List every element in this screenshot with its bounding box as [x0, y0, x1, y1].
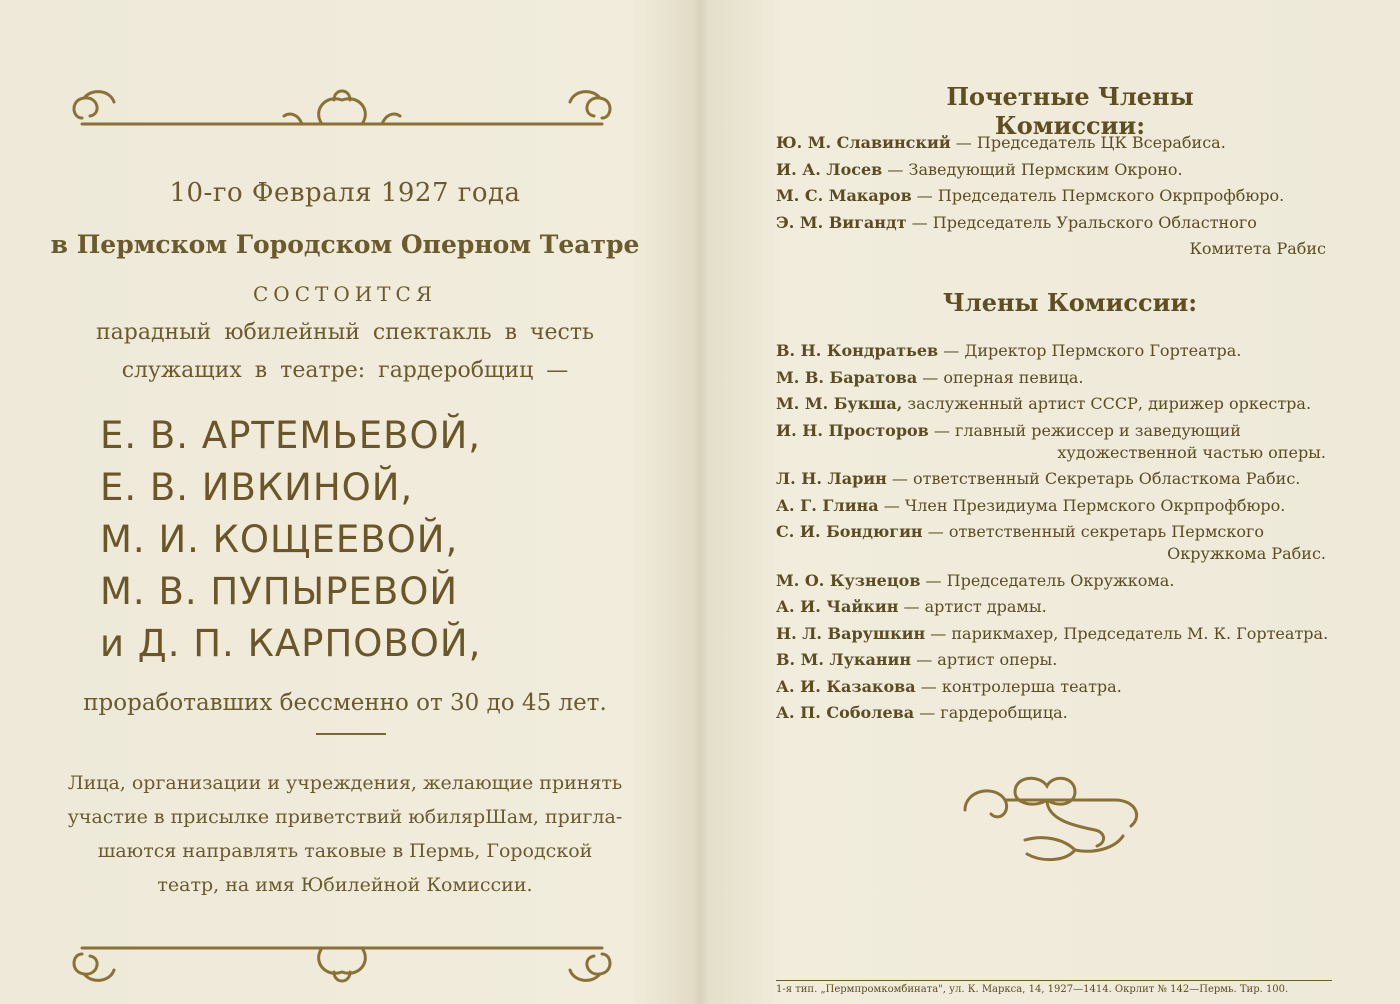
- description-line-2: служащих в театре: гардеробщиц —: [121, 358, 569, 383]
- member-role: — Заведующий Пермским Окроно.: [887, 159, 1183, 179]
- description-line-1: парадный юбилейный спектакль в честь: [95, 320, 595, 345]
- member-name: М. С. Макаров: [776, 186, 912, 205]
- member-role: заслуженный артист СССР, дирижер оркестра.: [907, 394, 1312, 413]
- member-name: В. М. Луканин: [776, 650, 912, 669]
- member-name: Л. Н. Ларин: [776, 469, 887, 488]
- list-item: [776, 391, 1336, 418]
- list-item: [776, 493, 1336, 520]
- top-ornament-icon: [62, 80, 622, 140]
- members-list: [776, 338, 1336, 727]
- invitation-line: Лица, организации и учреждения, желающие принять: [67, 772, 623, 794]
- member-role: — Председатель Окружкома.: [925, 570, 1175, 590]
- member-role: — ответственный Секретарь Областкома Рабис.: [891, 469, 1301, 488]
- right-page: [700, 0, 1400, 1004]
- member-role: — Директор Пермского Гортеатра.: [943, 341, 1242, 360]
- member-role: — Председатель Уральского Областного: [911, 212, 1257, 232]
- member-name: В. Н. Кондратьев: [776, 341, 939, 360]
- invitation-text: [40, 766, 650, 902]
- member-role: — Председатель Пермского Окрпрофбюро.: [916, 186, 1285, 205]
- list-item: [776, 157, 1336, 184]
- members-heading: Члены Комиссии:: [942, 288, 1198, 317]
- event-date: 10-го Февраля 1927 года: [169, 178, 521, 208]
- list-item: [776, 466, 1336, 493]
- list-item: [776, 647, 1336, 674]
- list-item: [776, 183, 1336, 210]
- list-item: [776, 594, 1336, 621]
- member-role: — главный режиссер и заведующий: [933, 420, 1241, 440]
- honoree-names: [100, 410, 600, 670]
- list-item: [776, 621, 1336, 648]
- member-role: — оперная певица.: [922, 367, 1084, 387]
- member-name: И. Н. Просторов: [776, 420, 929, 440]
- list-item: [776, 365, 1336, 392]
- invitation-line: участие в присылке приветствий юбилярШам, пригла-: [67, 806, 623, 828]
- member-role: — Член Президиума Пермского Окрпрофбюро.: [883, 495, 1286, 515]
- member-name: Н. Л. Варушкин: [776, 623, 926, 643]
- role-continuation: Окружкома Рабис.: [1167, 544, 1326, 563]
- footer-rule: [776, 980, 1332, 981]
- member-name: А. И. Казакова: [776, 676, 916, 696]
- honoree-name: М. И. КОЩЕЕВОЙ,: [100, 518, 459, 561]
- member-role: — артист драмы.: [903, 597, 1047, 616]
- honorary-members-list: [776, 130, 1336, 263]
- list-item: [776, 700, 1336, 727]
- invitation-line: театр, на имя Юбилейной Комиссии.: [157, 874, 533, 896]
- honoree-name: Е. В. ИВКИНОЙ,: [100, 466, 414, 509]
- honorary-members-heading: Почетные Члены Комиссии:: [946, 82, 1194, 140]
- member-name: А. Г. Глина: [776, 495, 879, 515]
- left-page: [0, 0, 690, 1004]
- member-name: М. М. Букша,: [776, 394, 903, 413]
- member-name: А. И. Чайкин: [776, 597, 899, 616]
- member-name: Э. М. Вигандт: [776, 212, 907, 232]
- member-name: М. В. Баратова: [776, 367, 918, 387]
- member-role: — ответственный секретарь Пермского: [927, 522, 1265, 541]
- will-take-place: СОСТОИТСЯ: [253, 282, 437, 306]
- honoree-name: Е. В. АРТЕМЬЕВОЙ,: [100, 414, 482, 457]
- honoree-name: и Д. П. КАРПОВОЙ,: [100, 622, 482, 665]
- member-name: И. А. Лосев: [776, 159, 883, 179]
- list-item: [776, 568, 1336, 595]
- honoree-name: М. В. ПУПЫРЕВОЙ: [100, 570, 459, 613]
- list-item: [776, 519, 1336, 541]
- member-name: С. И. Бондюгин: [776, 522, 923, 541]
- years-worked: проработавших бессменно от 30 до 45 лет.: [83, 690, 607, 716]
- flower-ornament-icon: [955, 770, 1155, 870]
- divider: [316, 733, 386, 735]
- member-role: — Председатель ЦК Всерабиса.: [955, 133, 1226, 152]
- role-continuation: художественной частью оперы.: [1057, 442, 1326, 462]
- member-role: — артист оперы.: [916, 650, 1058, 669]
- role-continuation: Комитета Рабис: [1189, 239, 1326, 258]
- list-item: [776, 130, 1336, 157]
- printer-imprint: 1-я тип. „Пермпромкомбината", ул. К. Маркса, 14, 1927—1414. Окрлит № 142—Пермь. Тир. 100.: [776, 984, 1289, 995]
- list-item: [776, 210, 1336, 237]
- list-item: [776, 418, 1336, 440]
- member-role: — контролерша театра.: [920, 676, 1122, 696]
- list-item: [776, 338, 1336, 365]
- member-name: Ю. М. Славинский: [776, 133, 951, 152]
- member-name: М. О. Кузнецов: [776, 570, 921, 590]
- invitation-line: шаются направлять таковые в Пермь, Городской: [97, 840, 593, 862]
- venue: в Пермском Городском Оперном Театре: [50, 230, 640, 259]
- member-name: А. П. Соболева: [776, 703, 915, 722]
- list-item: [776, 674, 1336, 701]
- member-role: — гардеробщица.: [919, 703, 1068, 722]
- bottom-ornament-icon: [62, 932, 622, 992]
- member-role: — парикмахер, Председатель М. К. Гортеатра.: [930, 623, 1329, 643]
